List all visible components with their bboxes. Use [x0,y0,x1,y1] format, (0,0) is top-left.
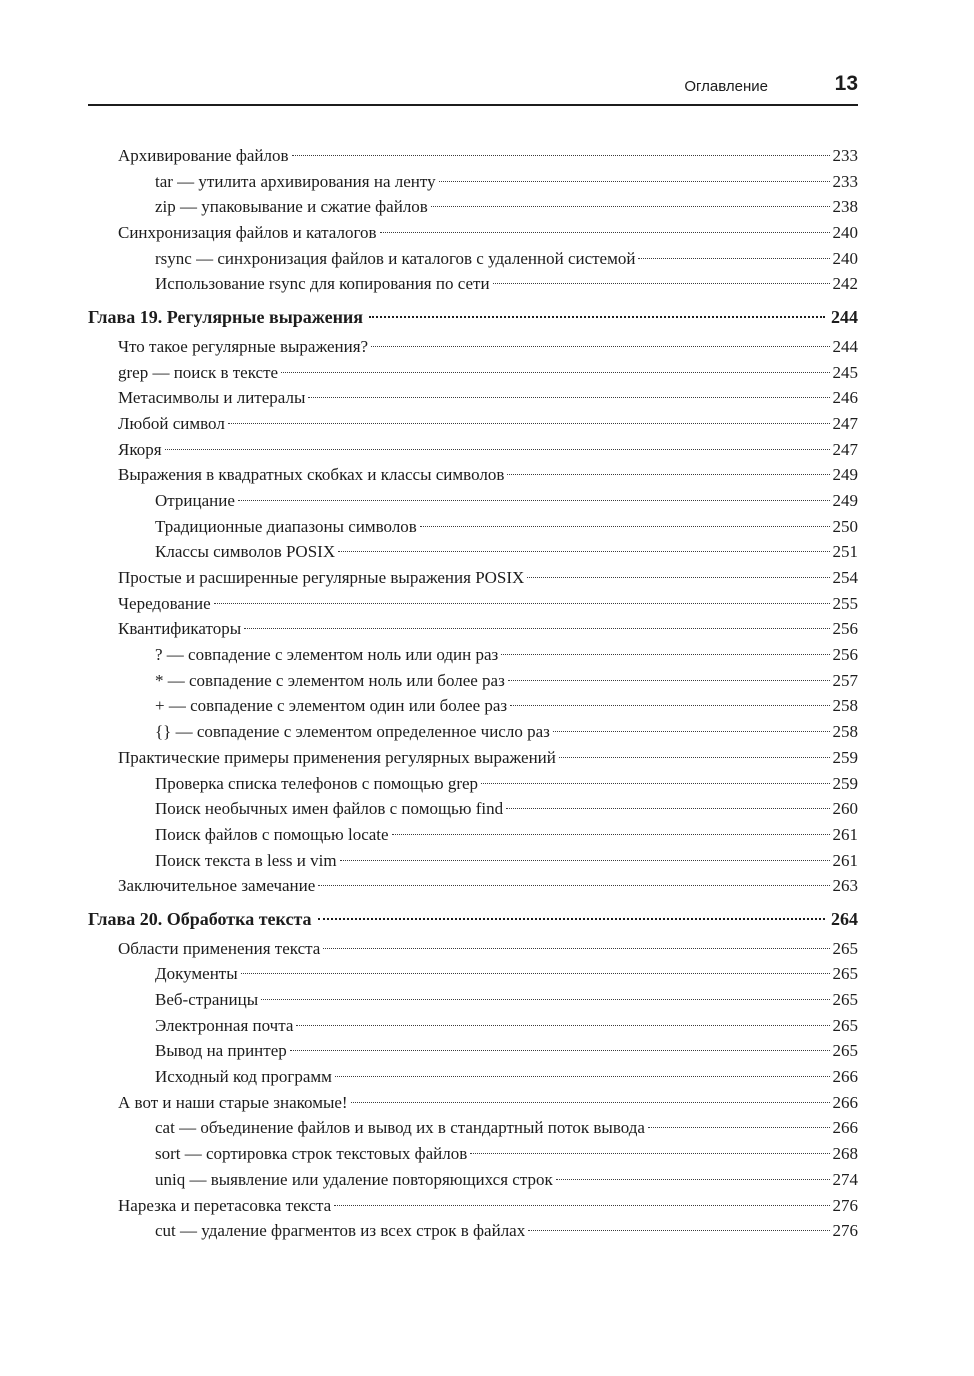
toc-entry[interactable] [88,745,858,771]
toc-entry-page: 246 [832,388,858,408]
chapter-page: 264 [831,908,858,929]
toc-entry-page: 265 [832,990,858,1009]
toc-entry[interactable] [88,848,858,874]
dot-leader [648,1127,830,1128]
toc-entry[interactable] [88,1013,858,1039]
toc-entry[interactable] [88,143,858,169]
dot-leader [238,500,830,501]
toc-entry-title: Использование rsync для копирования по сети [155,274,490,294]
toc-entry[interactable] [88,385,858,411]
toc-entry-title: Документы [155,964,238,984]
toc-entry[interactable] [88,271,858,297]
dot-leader [338,551,829,552]
toc-entry-title: Синхронизация файлов и каталогов [118,223,377,243]
toc-entry[interactable] [88,1064,858,1090]
toc-entry-page: 265 [832,938,858,958]
toc-entry[interactable] [88,220,858,246]
toc-entry-page: 250 [832,516,858,536]
chapter-title: Глава 19. Регулярные выражения [88,307,364,328]
toc-entry-page: 274 [832,1169,858,1189]
toc-entry-title: * — совпадение с элементом ноль или более раз [155,670,505,690]
toc-entry-title: Исходный код программ [155,1067,332,1087]
toc-entry[interactable] [88,1038,858,1064]
table-of-contents [88,143,858,1244]
toc-entry-page: 233 [832,146,858,165]
toc-entry-page: 242 [832,274,858,294]
dot-leader [556,1179,830,1180]
dot-leader [507,474,829,475]
toc-entry[interactable] [88,668,858,694]
toc-entry[interactable] [88,488,858,514]
toc-entry-page: 266 [832,1118,858,1138]
toc-entry[interactable] [88,334,858,360]
toc-entry[interactable] [88,1193,858,1219]
dot-leader [290,1050,830,1051]
dot-leader [214,603,830,604]
toc-entry-page: 256 [832,645,858,665]
toc-entry-title: Выражения в квадратных скобках и классы символов [118,465,505,485]
toc-entry[interactable] [88,565,858,591]
dot-leader [281,372,829,373]
toc-entry[interactable] [88,693,858,719]
toc-entry[interactable] [88,642,858,668]
dot-leader [261,999,829,1000]
toc-entry[interactable] [88,873,858,899]
toc-entry[interactable] [88,796,858,822]
toc-entry[interactable] [88,1090,858,1116]
dot-leader [334,1205,829,1206]
toc-entry-title: Нарезка и перетасовка текста [118,1195,332,1215]
toc-entry-title: uniq — выявление или удаление повторяющихся строк [155,1169,553,1189]
toc-entry-page: 258 [832,722,858,742]
dot-leader [420,526,830,527]
dot-leader [323,948,829,949]
toc-entry[interactable] [88,961,858,987]
dot-leader [528,1230,829,1231]
toc-entry-page: 244 [832,336,858,356]
toc-entry-title: Простые и расширенные регулярные выражения POSIX [118,568,525,587]
toc-entry-title: ? — совпадение с элементом ноль или один раз [155,645,499,665]
dot-leader [165,449,830,450]
dot-leader [369,316,825,318]
toc-entry-title: Архивирование файлов [118,146,289,165]
toc-entry-page: 260 [832,799,858,819]
toc-entry-title: Веб-страницы [155,990,259,1009]
dot-leader [559,757,830,758]
dot-leader [638,258,829,259]
dot-leader [351,1102,830,1103]
toc-entry[interactable] [88,771,858,797]
chapter-title: Глава 20. Обработка текста [88,908,312,929]
toc-entry-page: 265 [832,964,858,984]
toc-entry-title: + — совпадение с элементом один или более раз [155,696,508,716]
toc-entry-title: tar — утилита архивирования на ленту [155,171,436,191]
toc-entry-title: Чередование [118,593,211,613]
toc-entry[interactable] [88,822,858,848]
toc-entry-page: 261 [832,850,858,870]
toc-entry-title: Якоря [118,439,162,459]
dot-leader [510,705,829,706]
toc-entry-page: 266 [832,1092,858,1112]
dot-leader [371,346,829,347]
dot-leader [470,1153,829,1154]
dot-leader [244,628,829,629]
toc-entry-title: Что такое регулярные выражения? [118,336,369,356]
toc-entry-title: {} — совпадение с элементом определенное число раз [155,722,550,742]
toc-entry-title: А вот и наши старые знакомые! [118,1092,348,1112]
dot-leader [335,1076,830,1077]
dot-leader [501,654,829,655]
chapter-heading-19[interactable] [88,305,858,331]
toc-entry-page: 259 [832,747,858,767]
toc-entry-page: 245 [832,362,858,382]
dot-leader [380,232,830,233]
page-header [88,70,858,106]
toc-entry[interactable] [88,1115,858,1141]
toc-entry-title: Заключительное замечание [118,876,316,896]
toc-entry-page: 276 [832,1195,858,1215]
toc-entry[interactable] [88,194,858,220]
toc-entry-title: Вывод на принтер [155,1041,287,1061]
toc-entry[interactable] [88,936,858,962]
toc-entry-title: Практические примеры применения регулярных выражений [118,747,556,767]
toc-entry-page: 240 [832,223,858,243]
toc-entry-title: Области применения текста [118,938,321,958]
toc-entry-page: 255 [832,593,858,613]
page-number: 13 [834,72,858,95]
dot-leader [241,973,830,974]
dot-leader [439,181,830,182]
toc-entry-title: Традиционные диапазоны символов [155,516,417,536]
toc-entry-page: 276 [832,1221,858,1241]
toc-entry-title: cut — удаление фрагментов из всех строк в файлах [155,1221,526,1241]
dot-leader [508,680,830,681]
dot-leader [431,206,830,207]
toc-entry-page: 265 [832,1015,858,1035]
toc-entry[interactable] [88,246,858,272]
toc-entry-page: 266 [832,1067,858,1087]
toc-entry-title: Любой символ [118,413,225,433]
dot-leader [228,423,830,424]
dot-leader [308,397,829,398]
dot-leader [292,155,830,156]
toc-entry[interactable] [88,169,858,195]
toc-entry-page: 261 [832,824,858,844]
toc-entry-page: 256 [832,619,858,639]
toc-entry-title: zip — упаковывание и сжатие файлов [155,197,428,217]
toc-entry-title: cat — объединение файлов и вывод их в стандартный поток вывода [155,1118,645,1138]
toc-entry-title: rsync — синхронизация файлов и каталогов с удаленной системой [155,248,636,268]
toc-entry-page: 249 [832,465,858,485]
toc-entry-page: 254 [832,568,858,587]
toc-entry[interactable] [88,1218,858,1244]
dot-leader [506,808,829,809]
chapter-page: 244 [831,307,858,328]
toc-entry-page: 259 [832,773,858,793]
toc-entry[interactable] [88,360,858,386]
toc-entry[interactable] [88,539,858,565]
toc-entry[interactable] [88,719,858,745]
toc-entry-page: 238 [832,197,858,217]
toc-entry-title: grep — поиск в тексте [118,362,279,382]
toc-entry-page: 263 [832,876,858,896]
toc-entry-title: Поиск необычных имен файлов с помощью find [155,799,504,819]
dot-leader [481,783,829,784]
dot-leader [340,860,830,861]
toc-entry[interactable] [88,591,858,617]
toc-entry-page: 247 [832,439,858,459]
running-title: Оглавление [684,78,768,95]
dot-leader [527,577,829,578]
dot-leader [296,1025,829,1026]
toc-entry-page: 233 [832,171,858,191]
toc-entry-page: 265 [832,1041,858,1061]
toc-entry[interactable] [88,411,858,437]
toc-entry-page: 258 [832,696,858,716]
toc-entry[interactable] [88,437,858,463]
toc-entry[interactable] [88,616,858,642]
toc-entry-page: 268 [832,1144,858,1164]
dot-leader [318,885,829,886]
dot-leader [493,283,830,284]
toc-entry[interactable] [88,462,858,488]
toc-entry-title: Электронная почта [155,1015,294,1035]
toc-entry[interactable] [88,1167,858,1193]
chapter-heading-20[interactable] [88,907,858,933]
toc-entry-page: 249 [832,490,858,510]
toc-entry[interactable] [88,1141,858,1167]
toc-entry-title: sort — сортировка строк текстовых файлов [155,1144,468,1164]
dot-leader [318,918,825,920]
toc-entry-title: Поиск текста в less и vim [155,850,337,870]
toc-entry-title: Проверка списка телефонов с помощью grep [155,773,479,793]
toc-entry-page: 240 [832,248,858,268]
dot-leader [392,834,830,835]
dot-leader [553,731,830,732]
toc-entry-page: 247 [832,413,858,433]
toc-entry-title: Квантификаторы [118,619,242,639]
toc-entry-title: Классы символов POSIX [155,542,336,562]
toc-entry[interactable] [88,987,858,1013]
toc-entry[interactable] [88,514,858,540]
toc-entry-title: Отрицание [155,490,235,510]
toc-entry-page: 257 [832,670,858,690]
toc-entry-title: Метасимволы и литералы [118,388,306,408]
toc-entry-page: 251 [832,542,858,562]
toc-entry-title: Поиск файлов с помощью locate [155,824,389,844]
